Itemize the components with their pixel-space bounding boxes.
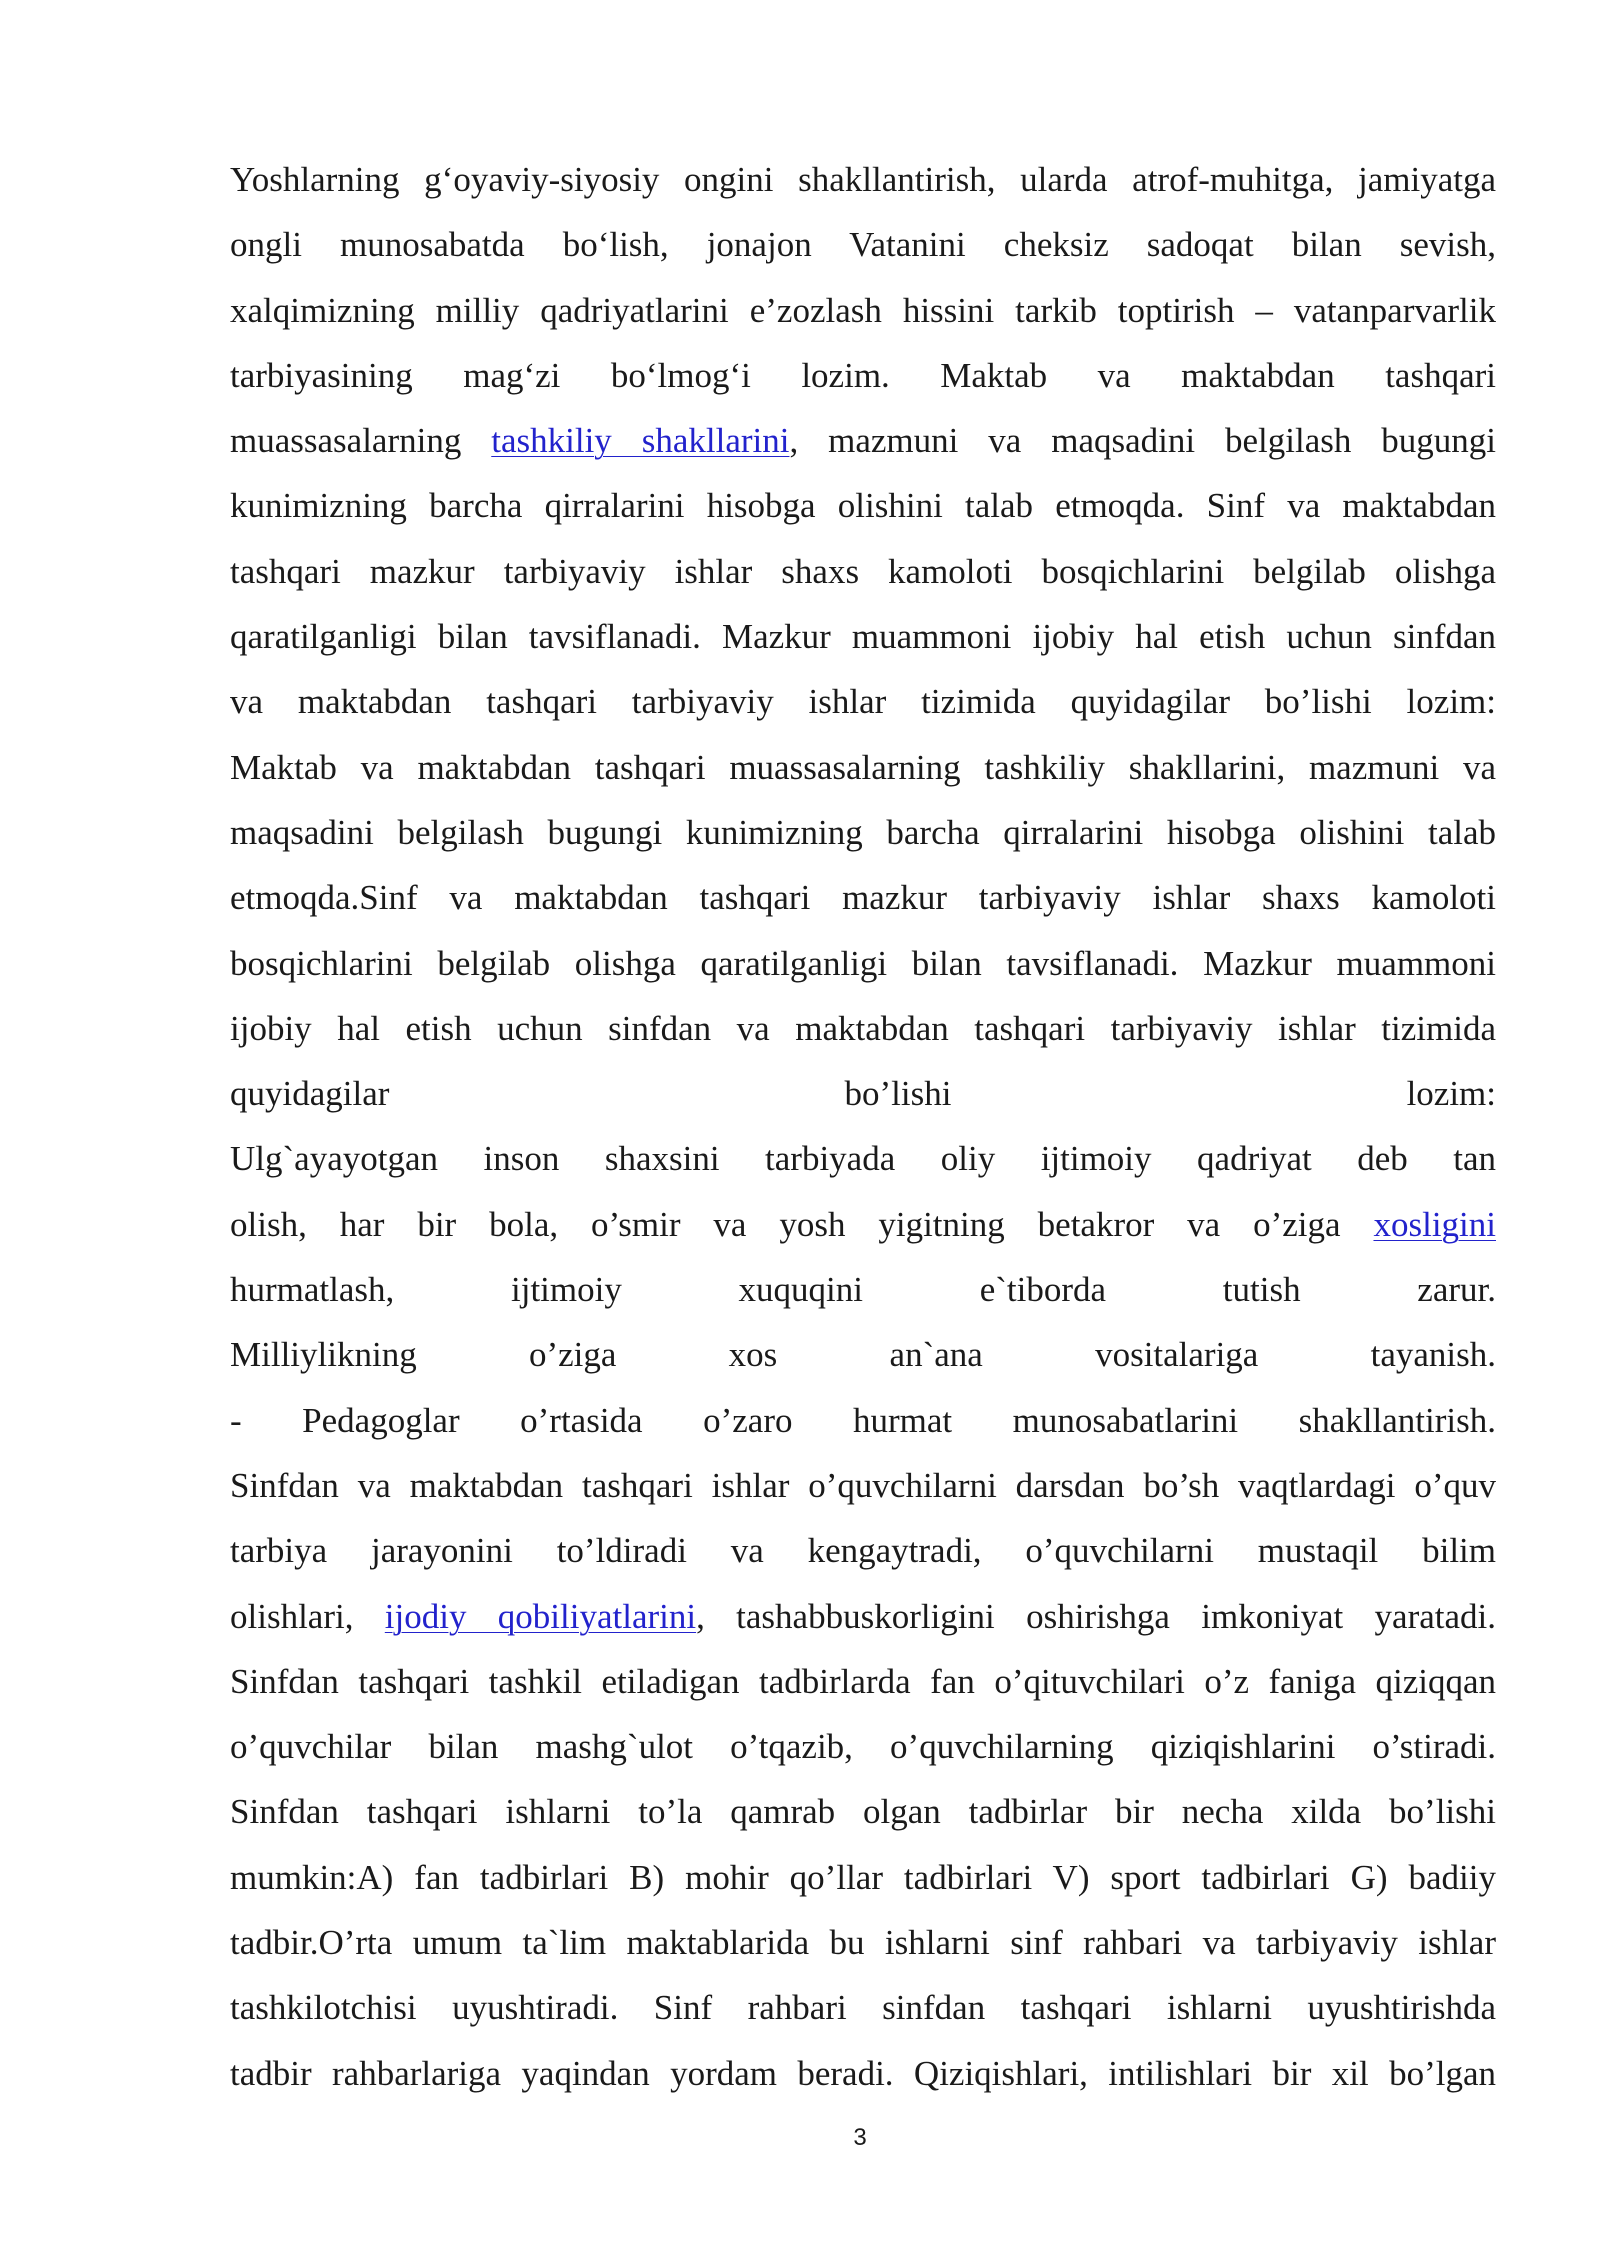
text-line — [230, 147, 1496, 212]
text-segment: tashkilotchisi uyushtiradi. Sinf rahbari sinfdan tashqari ishlarni uyushtirishda — [230, 1988, 1496, 2028]
text-segment: maqsadini belgilash bugungi kunimizning barcha qirralarini hisobga olishini talab — [230, 812, 1496, 852]
text-line — [230, 1714, 1496, 1779]
text-line — [230, 473, 1496, 538]
hyperlink[interactable]: ijodiy qobiliyatlarini — [384, 1596, 697, 1636]
text-line — [230, 931, 1496, 996]
text-segment: tarbiya jarayonini to’ldiradi va kengaytradi, o’quvchilarni mustaqil bilim — [230, 1531, 1496, 1571]
text-line — [230, 212, 1496, 277]
text-line — [230, 1192, 1496, 1257]
text-line — [230, 1453, 1496, 1518]
text-line — [230, 1779, 1496, 1844]
text-line — [230, 1649, 1496, 1714]
text-line — [230, 1257, 1496, 1322]
text-segment: Ulg`ayayotgan inson shaxsini tarbiyada oliy ijtimoiy qadriyat deb tan — [230, 1139, 1496, 1179]
text-line — [230, 996, 1496, 1061]
text-segment: qaratilganligi bilan tavsiflanadi. Mazkur muammoni ijobiy hal etish uchun sinfdan — [230, 617, 1496, 657]
body-text — [230, 147, 1496, 2106]
text-segment: - Pedagoglar o’rtasida o’zaro hurmat munosabatlarini shakllantirish. — [230, 1400, 1496, 1440]
text-line — [230, 604, 1496, 669]
text-segment: Milliylikning o’ziga xos an`ana vositalariga tayanish. — [230, 1335, 1496, 1375]
text-line — [230, 278, 1496, 343]
text-line — [230, 1845, 1496, 1910]
text-segment: Sinfdan va maktabdan tashqari ishlar o’quvchilarni darsdan bo’sh vaqtlardagi o’quv — [230, 1465, 1496, 1505]
text-line — [230, 1126, 1496, 1191]
text-segment: Sinfdan tashqari ishlarni to’la qamrab olgan tadbirlar bir necha xilda bo’lishi — [230, 1792, 1496, 1832]
text-line — [230, 1322, 1496, 1387]
text-line — [230, 735, 1496, 800]
text-segment: Maktab va maktabdan tashqari muassasalarning tashkiliy shakllarini, mazmuni va — [230, 747, 1496, 787]
text-segment: ongli munosabatda bo‘lish, jonajon Vatanini cheksiz sadoqat bilan sevish, — [230, 225, 1496, 265]
text-segment: mumkin:A) fan tadbirlari B) mohir qo’llar tadbirlari V) sport tadbirlari G) badiiy — [230, 1857, 1496, 1897]
text-segment: olishlari, — [230, 1596, 385, 1636]
text-segment: etmoqda.Sinf va maktabdan tashqari mazkur tarbiyaviy ishlar shaxs kamoloti — [230, 878, 1496, 918]
text-line — [230, 1518, 1496, 1583]
text-segment: hurmatlash, ijtimoiy xuquqini e`tiborda tutish zarur. — [230, 1270, 1496, 1310]
text-segment: , mazmuni va maqsadini belgilash bugungi — [789, 421, 1496, 461]
hyperlink[interactable]: xosligini — [1373, 1204, 1496, 1244]
text-line — [230, 343, 1496, 408]
text-line — [230, 408, 1496, 473]
text-line — [230, 669, 1496, 734]
text-segment: kunimizning barcha qirralarini hisobga olishini talab etmoqda. Sinf va maktabdan — [230, 486, 1496, 526]
text-segment: xalqimizning milliy qadriyatlarini e’zozlash hissini tarkib toptirish – vatanparvarlik — [230, 290, 1496, 330]
text-segment: va maktabdan tashqari tarbiyaviy ishlar tizimida quyidagilar bo’lishi lozim: — [230, 682, 1496, 722]
text-segment: tadbir.O’rta umum ta`lim maktablarida bu ishlarni sinf rahbari va tarbiyaviy ishlar — [230, 1923, 1496, 1963]
text-line — [230, 1388, 1496, 1453]
text-segment: ijobiy hal etish uchun sinfdan va maktabdan tashqari tarbiyaviy ishlar tizimida — [230, 1008, 1496, 1048]
text-line — [230, 1910, 1496, 1975]
text-segment: tadbir rahbarlariga yaqindan yordam beradi. Qiziqishlari, intilishlari bir xil bo’lgan — [230, 2053, 1496, 2093]
text-segment: Sinfdan tashqari tashkil etiladigan tadbirlarda fan o’qituvchilari o’z faniga qiziqqan — [230, 1661, 1496, 1701]
text-segment: bosqichlarini belgilab olishga qaratilganligi bilan tavsiflanadi. Mazkur muammoni — [230, 943, 1496, 983]
text-line — [230, 800, 1496, 865]
text-line — [230, 1584, 1496, 1649]
text-line — [230, 1061, 1496, 1126]
hyperlink[interactable]: tashkiliy shakllarini — [491, 421, 790, 461]
text-segment: o’quvchilar bilan mashg`ulot o’tqazib, o’quvchilarning qiziqishlarini o’stiradi. — [230, 1727, 1496, 1767]
text-segment: tashqari mazkur tarbiyaviy ishlar shaxs kamoloti bosqichlarini belgilab olishga — [230, 551, 1496, 591]
text-line — [230, 1975, 1496, 2040]
page-number: 3 — [853, 2124, 867, 2151]
text-segment: muassasalarning — [230, 421, 492, 461]
text-line — [230, 2041, 1496, 2106]
text-segment: , tashabbuskorligini oshirishga imkoniyat yaratadi. — [696, 1596, 1496, 1636]
text-segment: olish, har bir bola, o’smir va yosh yigitning betakror va o’ziga — [230, 1204, 1374, 1244]
text-segment: quyidagilar bo’lishi lozim: — [230, 1074, 1496, 1114]
text-line — [230, 865, 1496, 930]
text-segment: Yoshlarning g‘oyaviy-siyosiy ongini shakllantirish, ularda atrof-muhitga, jamiyatga — [230, 160, 1496, 199]
text-line — [230, 539, 1496, 604]
text-segment: tarbiyasining mag‘zi bo‘lmog‘i lozim. Maktab va maktabdan tashqari — [230, 355, 1496, 395]
